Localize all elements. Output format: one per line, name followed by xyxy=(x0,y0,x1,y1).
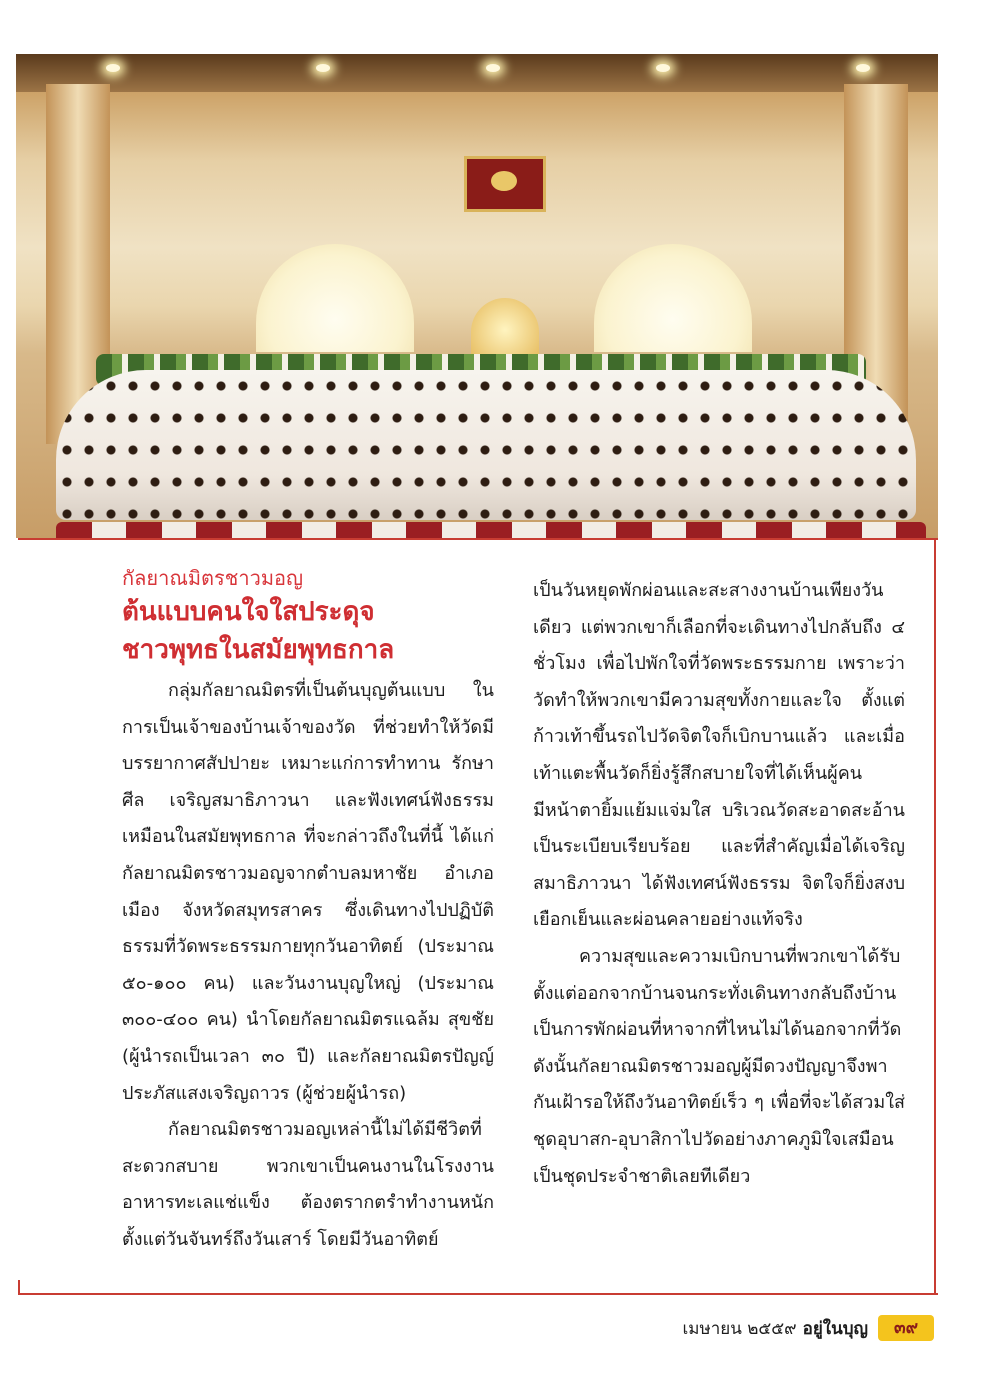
hall-arch-window xyxy=(256,244,414,352)
article-kicker: กัลยาณมิตรชาวมอญ xyxy=(122,566,304,590)
article-headline: ต้นแบบคนใจใสประดุจ xyxy=(122,597,375,627)
frame-line xyxy=(18,1293,938,1295)
frame-line xyxy=(18,538,938,540)
magazine-name: อยู่ในบุญ xyxy=(802,1318,868,1339)
ceiling-light xyxy=(106,64,120,72)
ceiling xyxy=(16,54,938,92)
article-paragraph: ความสุขและความเบิกบานที่พวกเขาได้รับตั้งแต่ออกจากบ้านจนกระทั่งเดินทางกลับถึงบ้าน เป็นการพักผ่อนที่หาจากที่ไหนไม่ได้นอกจากที่วัด ดังนั้นกัลยาณมิตรชาวมอญผู้มีดวงปัญญาจึงพากันเฝ้ารอให้ถึงวันอาทิตย์เร็ว ๆ เพื่อที่จะได้สวมใส่ชุดอุบาสก-อุบาสิกาไปวัดอย่างภาคภูมิใจเสมือนเป็นชุดประจำชาติเลยทีเดียว xyxy=(533,945,905,1187)
ceiling-light xyxy=(316,64,330,72)
issue-date: เมษายน ๒๕๕๙ xyxy=(682,1318,797,1339)
ceiling-light xyxy=(486,64,500,72)
ceiling-light xyxy=(856,64,870,72)
article-headline: ชาวพุทธในสมัยพุทธกาล xyxy=(122,635,395,665)
group-of-people xyxy=(56,370,916,520)
article-paragraph: เป็นวันหยุดพักผ่อนและสะสางงานบ้านเพียงวันเดียว แต่พวกเขาก็เลือกที่จะเดินทางไปกลับถึง ๔ ชั่วโมง เพื่อไปพักใจที่วัดพระธรรมกาย เพราะว่าวัดทำให้พวกเขามีความสุขทั้งกายและใจ ตั้งแต่ก้าวเท้าขึ้นรถไปวัดจิตใจก็เบิกบานแล้ว และเมื่อเท้าแตะพื้นวัดก็ยิ่งรู้สึกสบายใจที่ได้เห็นผู้คนมีหน้าตายิ้มแย้มแจ่มใส บริเวณวัดสะอาดสะอ้านเป็นระเบียบเรียบร้อย และที่สำคัญเมื่อได้เจริญสมาธิภาวนา ได้ฟังเทศน์ฟังธรรม จิตใจก็ยิ่งสงบเยือกเย็นและผ่อนคลายอย่างแท้จริง xyxy=(533,580,905,931)
altar-dome xyxy=(471,298,539,356)
wall-emblem xyxy=(464,156,546,212)
ceiling-light xyxy=(656,64,670,72)
frame-line xyxy=(18,1280,20,1295)
front-row-people xyxy=(56,522,926,538)
article-column-right xyxy=(533,573,905,1195)
article-column-left xyxy=(122,563,494,1259)
page-number-badge: ๓๙ xyxy=(878,1315,934,1341)
frame-line xyxy=(934,538,936,1295)
article-paragraph: กัลยาณมิตรชาวมอญเหล่านี้ไม่ได้มีชีวิตที่สะดวกสบาย พวกเขาเป็นคนงานในโรงงานอาหารทะเลแช่แข็ง ต้องตรากตรำทำงานหนักตั้งแต่วันจันทร์ถึงวันเสาร์ โดยมีวันอาทิตย์ xyxy=(122,1119,494,1250)
group-photo xyxy=(16,54,938,538)
article-paragraph: กลุ่มกัลยาณมิตรที่เป็นต้นบุญต้นแบบ ในการเป็นเจ้าของบ้านเจ้าของวัด ที่ช่วยทำให้วัดมีบรรยากาศสัปปายะ เหมาะแก่การทำทาน รักษาศีล เจริญสมาธิภาวนา และฟังเทศน์ฟังธรรมเหมือนในสมัยพุทธกาล ที่จะกล่าวถึงในที่นี้ ได้แก่ กัลยาณมิตรชาวมอญจากตำบลมหาชัย อำเภอเมือง จังหวัดสมุทรสาคร ซึ่งเดินทางไปปฏิบัติธรรมที่วัดพระธรรมกายทุกวันอาทิตย์ (ประมาณ ๕๐-๑๐๐ คน) และวันงานบุญใหญ่ (ประมาณ ๓๐๐-๔๐๐ คน) นำโดยกัลยาณมิตรแฉล้ม สุขชัย (ผู้นำรถเป็นเวลา ๓๐ ปี) และกัลยาณมิตรปัญญ์ประภัสแสงเจริญถาวร (ผู้ช่วยผู้นำรถ) xyxy=(122,680,494,1104)
hall-arch-window xyxy=(594,244,752,352)
page-footer xyxy=(682,1314,934,1342)
